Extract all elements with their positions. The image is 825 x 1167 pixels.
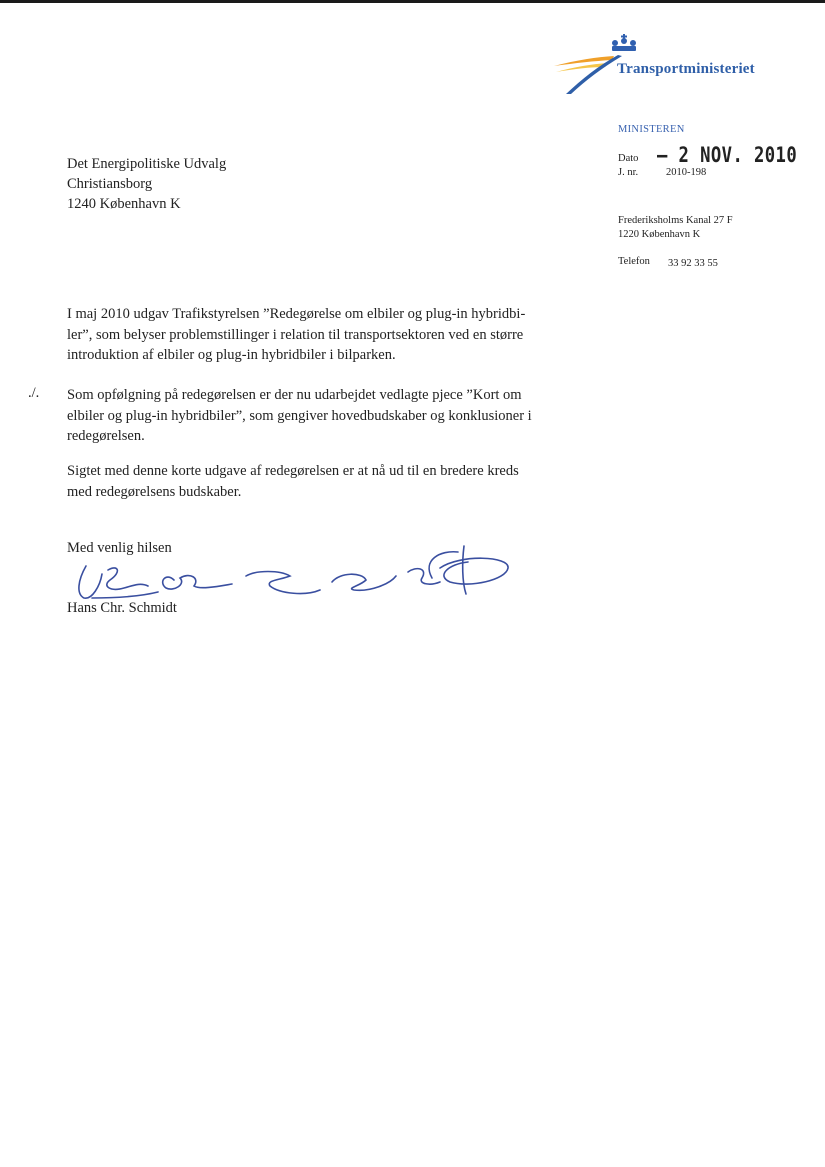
paragraph-line: Som opfølgning på redegørelsen er der nu udarbejdet vedlagte pjece ”Kort om — [67, 387, 522, 403]
crown-icon — [612, 34, 636, 51]
phone-value: 33 92 33 55 — [668, 258, 718, 269]
closing-greeting: Med venlig hilsen — [67, 540, 172, 556]
paragraph-line: elbiler og plug-in hybridbiler”, som gengiver hovedbudskaber og konklusioner i — [67, 407, 532, 424]
recipient-line: Christiansborg — [67, 176, 153, 192]
logo-text: Transportministeriet — [617, 61, 755, 77]
recipient-address — [67, 154, 226, 214]
paragraph-line: introduktion af elbiler og plug-in hybridbiler i bilparken. — [67, 347, 396, 363]
enclosure-marker: ./. — [28, 385, 40, 401]
paragraph-line: med redegørelsens budskaber. — [67, 483, 242, 500]
body-paragraph-2 — [67, 385, 587, 447]
jnr-label: J. nr. — [618, 167, 639, 178]
address-line2: 1220 København K — [618, 229, 701, 240]
paragraph-line: I maj 2010 udgav Trafikstyrelsen ”Redegørelse om elbiler og plug-in hybridbi- — [67, 306, 526, 322]
date-label: Dato — [618, 153, 639, 164]
signer-name: Hans Chr. Schmidt — [67, 600, 177, 616]
department-label: MINISTEREN — [618, 124, 685, 135]
address-line1: Frederiksholms Kanal 27 F — [618, 215, 733, 226]
phone-label: Telefon — [618, 256, 650, 267]
date-stamp: – 2 NOV. 2010 — [657, 143, 798, 167]
paragraph-line: ler”, som belyser problemstillinger i relation til transportsektoren ved en større — [67, 326, 524, 343]
body-paragraph-1 — [67, 304, 587, 366]
paragraph-line: redegørelsen. — [67, 428, 145, 444]
recipient-line: Det Energipolitiske Udvalg — [67, 156, 227, 172]
body-paragraph-3 — [67, 461, 587, 502]
paragraph-line: Sigtet med denne korte udgave af redegørelsen er at nå ud til en bredere kreds — [67, 463, 519, 479]
jnr-value: 2010-198 — [666, 167, 707, 178]
handwritten-signature — [70, 542, 520, 607]
page-top-border — [0, 0, 825, 3]
recipient-line: 1240 København K — [67, 196, 181, 212]
